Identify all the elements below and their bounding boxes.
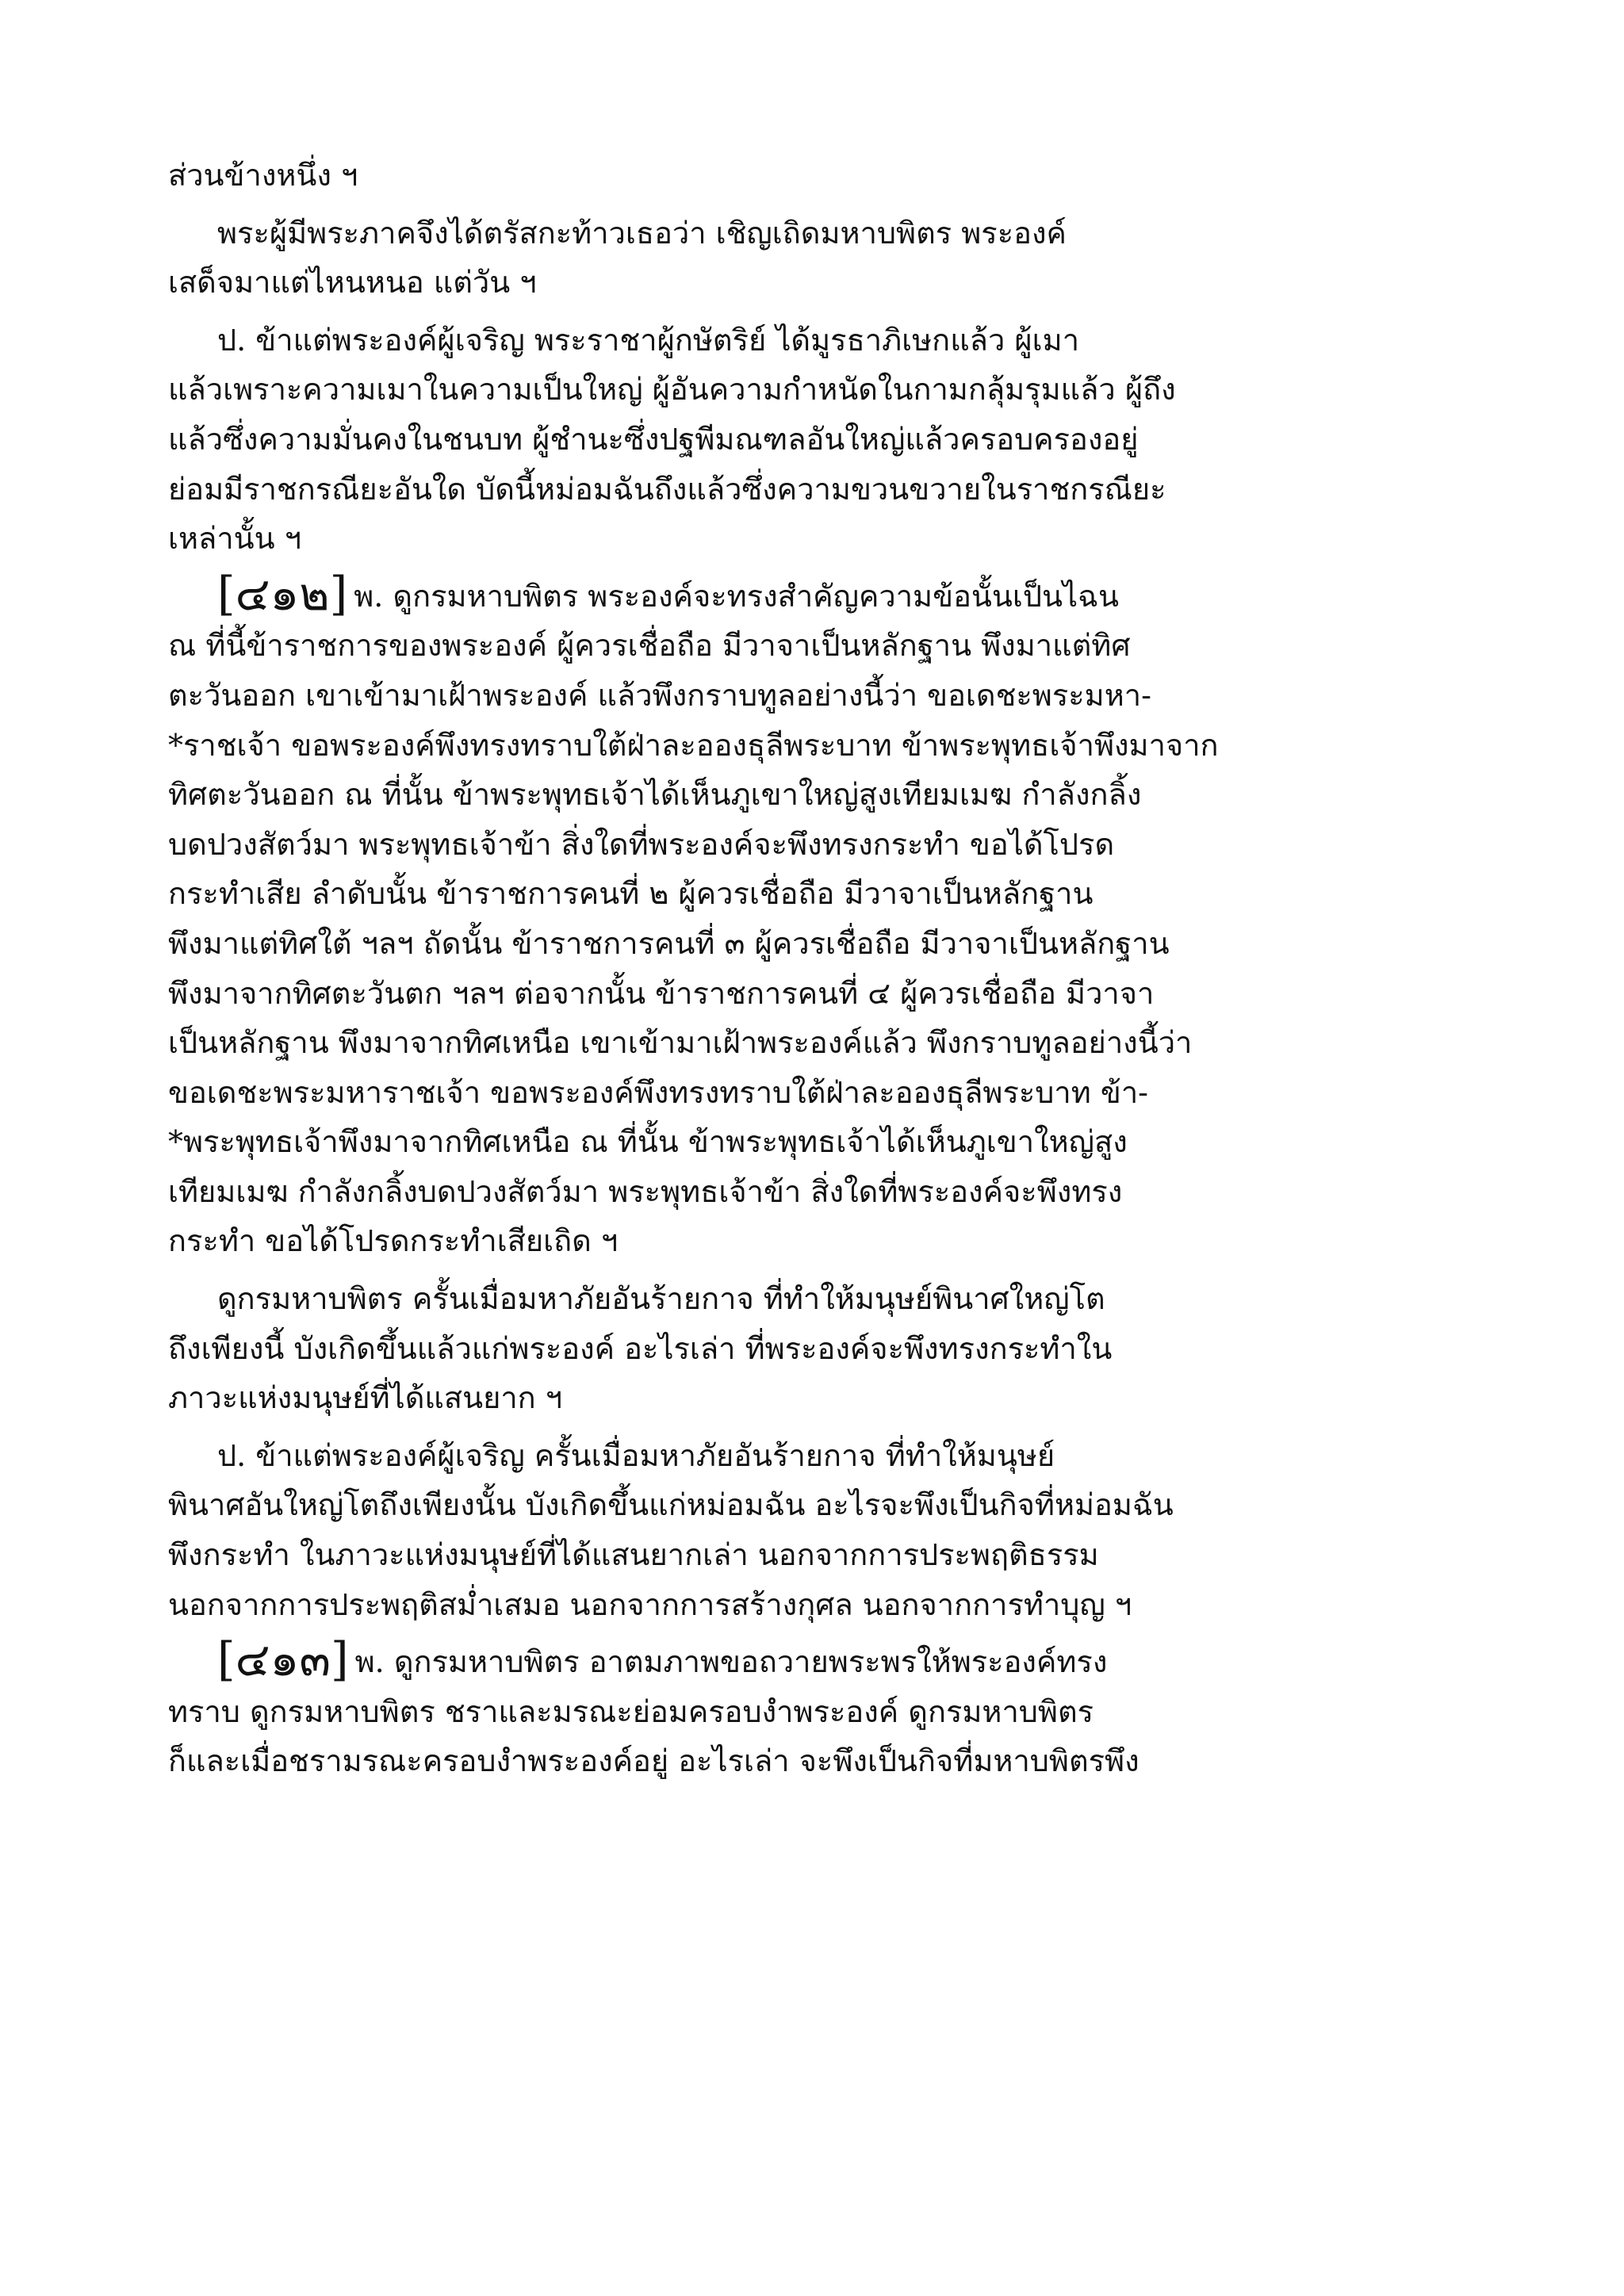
line-text: ป. ข้าแต่พระองค์ผู้เจริญ พระราชาผู้กษัตริย์ ได้มูรธาภิเษกแล้ว ผู้เมา	[217, 322, 1080, 358]
line-text: ตะวันออก เขาเข้ามาเฝ้าพระองค์ แล้วพึงกราบทูลอย่างนี้ว่า ขอเดชะพระมหา-	[168, 677, 1151, 713]
text-line	[168, 1687, 1484, 1737]
paragraph	[168, 316, 1484, 564]
text-line	[168, 151, 1484, 201]
text-line	[168, 1324, 1484, 1374]
line-text: ถึงเพียงนี้ บังเกิดขึ้นแล้วแก่พระองค์ อะไรเล่า ที่พระองค์จะพึงทรงกระทำใน	[168, 1330, 1113, 1366]
text-line	[168, 1117, 1484, 1167]
text-line	[168, 1431, 1484, 1481]
line-text: พึงมาจากทิศตะวันตก ฯลฯ ต่อจากนั้น ข้าราชการคนที่ ๔ ผู้ควรเชื่อถือ มีวาจา	[168, 975, 1155, 1011]
text-line	[168, 209, 1484, 258]
line-text: เทียมเมฆ กำลังกลิ้งบดปวงสัตว์มา พระพุทธเจ้าข้า สิ่งใดที่พระองค์จะพึงทรง	[168, 1173, 1123, 1209]
text-line	[168, 465, 1484, 515]
line-text: เสด็จมาแต่ไหนหนอ แต่วัน ฯ	[168, 265, 537, 300]
text-line	[168, 820, 1484, 870]
text-line	[168, 415, 1484, 465]
line-text: ภาวะแห่งมนุษย์ที่ได้แสนยาก ฯ	[168, 1380, 563, 1416]
text-line	[168, 1530, 1484, 1580]
line-text: พ. ดูกรมหาบพิตร พระองค์จะทรงสำคัญความข้อนั้นเป็นไฉน	[354, 578, 1119, 614]
section-number: [๔๑๓]	[217, 1632, 349, 1687]
paragraph-gap	[168, 1629, 1484, 1637]
paragraph-gap	[168, 201, 1484, 209]
line-text: ทิศตะวันออก ณ ที่นั้น ข้าพระพุทธเจ้าได้เห็นภูเขาใหญ่สูงเทียมเมฆ กำลังกลิ้ง	[168, 777, 1142, 813]
paragraph-gap	[168, 1266, 1484, 1274]
line-text: เหล่านั้น ฯ	[168, 521, 302, 557]
text-line	[168, 514, 1484, 564]
line-text: ทราบ ดูกรมหาบพิตร ชราและมรณะย่อมครอบงำพระองค์ ดูกรมหาบพิตร	[168, 1693, 1094, 1729]
text-line	[168, 869, 1484, 919]
paragraph	[168, 1274, 1484, 1423]
line-text: ก็และเมื่อชรามรณะครอบงำพระองค์อยู่ อะไรเล่า จะพึงเป็นกิจที่มหาบพิตรพึง	[168, 1743, 1139, 1779]
text-line	[168, 1167, 1484, 1217]
text-line	[168, 566, 1484, 622]
text-line	[168, 671, 1484, 721]
paragraph-gap	[168, 564, 1484, 572]
line-text: พระผู้มีพระภาคจึงได้ตรัสกะท้าวเธอว่า เชิญเถิดมหาบพิตร พระองค์	[217, 215, 1067, 251]
text-line	[168, 1736, 1484, 1786]
body-text	[168, 151, 1484, 1786]
text-line	[168, 258, 1484, 308]
paragraph-gap	[168, 1423, 1484, 1431]
section-number: [๔๑๒]	[217, 566, 348, 621]
line-text: *พระพุทธเจ้าพึงมาจากทิศเหนือ ณ ที่นั้น ข้าพระพุทธเจ้าได้เห็นภูเขาใหญ่สูง	[168, 1124, 1128, 1160]
text-line	[168, 1480, 1484, 1530]
line-text: ขอเดชะพระมหาราชเจ้า ขอพระองค์พึงทรงทราบใต้ฝ่าละอองธุลีพระบาท ข้า-	[168, 1074, 1149, 1110]
paragraph-gap	[168, 308, 1484, 316]
line-text: แล้วเพราะความเมาในความเป็นใหญ่ ผู้อันความกำหนัดในกามกลุ้มรุมแล้ว ผู้ถึง	[168, 372, 1176, 408]
paragraph	[168, 1431, 1484, 1629]
paragraph	[168, 1632, 1484, 1786]
text-line	[168, 919, 1484, 969]
text-line	[168, 721, 1484, 771]
line-text: ดูกรมหาบพิตร ครั้นเมื่อมหาภัยอันร้ายกาจ ที่ทำให้มนุษย์พินาศใหญ่โต	[217, 1281, 1105, 1317]
text-line	[168, 621, 1484, 671]
line-text: เป็นหลักฐาน พึงมาจากทิศเหนือ เขาเข้ามาเฝ้าพระองค์แล้ว พึงกราบทูลอย่างนี้ว่า	[168, 1025, 1193, 1061]
line-text: *ราชเจ้า ขอพระองค์พึงทรงทราบใต้ฝ่าละอองธุลีพระบาท ข้าพระพุทธเจ้าพึงมาจาก	[168, 727, 1219, 763]
line-text: พินาศอันใหญ่โตถึงเพียงนั้น บังเกิดขึ้นแก่หม่อมฉัน อะไรจะพึงเป็นกิจที่หม่อมฉัน	[168, 1487, 1174, 1523]
line-text: กระทำ ขอได้โปรดกระทำเสียเถิด ฯ	[168, 1223, 619, 1259]
line-text: กระทำเสีย ลำดับนั้น ข้าราชการคนที่ ๒ ผู้ควรเชื่อถือ มีวาจาเป็นหลักฐาน	[168, 876, 1094, 912]
line-text: ส่วนข้างหนึ่ง ฯ	[168, 158, 358, 193]
text-line	[168, 1373, 1484, 1423]
line-text: ย่อมมีราชกรณียะอันใด บัดนี้หม่อมฉันถึงแล้วซึ่งความขวนขวายในราชกรณียะ	[168, 471, 1166, 507]
line-text: พ. ดูกรมหาบพิตร อาตมภาพขอถวายพระพรให้พระองค์ทรง	[354, 1644, 1108, 1680]
line-text: พึงมาแต่ทิศใต้ ฯลฯ ถัดนั้น ข้าราชการคนที่ ๓ ผู้ควรเชื่อถือ มีวาจาเป็นหลักฐาน	[168, 925, 1170, 961]
paragraph	[168, 566, 1484, 1266]
line-text: แล้วซึ่งความมั่นคงในชนบท ผู้ชำนะซึ่งปฐพีมณฑลอันใหญ่แล้วครอบครองอยู่	[168, 421, 1139, 457]
text-line	[168, 1632, 1484, 1687]
line-text: พึงกระทำ ในภาวะแห่งมนุษย์ที่ได้แสนยากเล่า นอกจากการประพฤติธรรม	[168, 1537, 1099, 1573]
line-text: บดปวงสัตว์มา พระพุทธเจ้าข้า สิ่งใดที่พระองค์จะพึงทรงกระทำ ขอได้โปรด	[168, 826, 1115, 862]
paragraph	[168, 209, 1484, 308]
text-line	[168, 969, 1484, 1019]
line-text: ณ ที่นี้ข้าราชการของพระองค์ ผู้ควรเชื่อถือ มีวาจาเป็นหลักฐาน พึงมาแต่ทิศ	[168, 628, 1131, 664]
line-text: นอกจากการประพฤติสม่ำเสมอ นอกจากการสร้างกุศล นอกจากการทำบุญ ฯ	[168, 1586, 1132, 1622]
text-line	[168, 770, 1484, 820]
text-line	[168, 1018, 1484, 1068]
text-line	[168, 316, 1484, 365]
text-line	[168, 1216, 1484, 1266]
text-line	[168, 1274, 1484, 1324]
paragraph	[168, 151, 1484, 201]
text-line	[168, 1068, 1484, 1118]
line-text: ป. ข้าแต่พระองค์ผู้เจริญ ครั้นเมื่อมหาภัยอันร้ายกาจ ที่ทำให้มนุษย์	[217, 1437, 1055, 1473]
text-line	[168, 365, 1484, 415]
text-line	[168, 1580, 1484, 1630]
